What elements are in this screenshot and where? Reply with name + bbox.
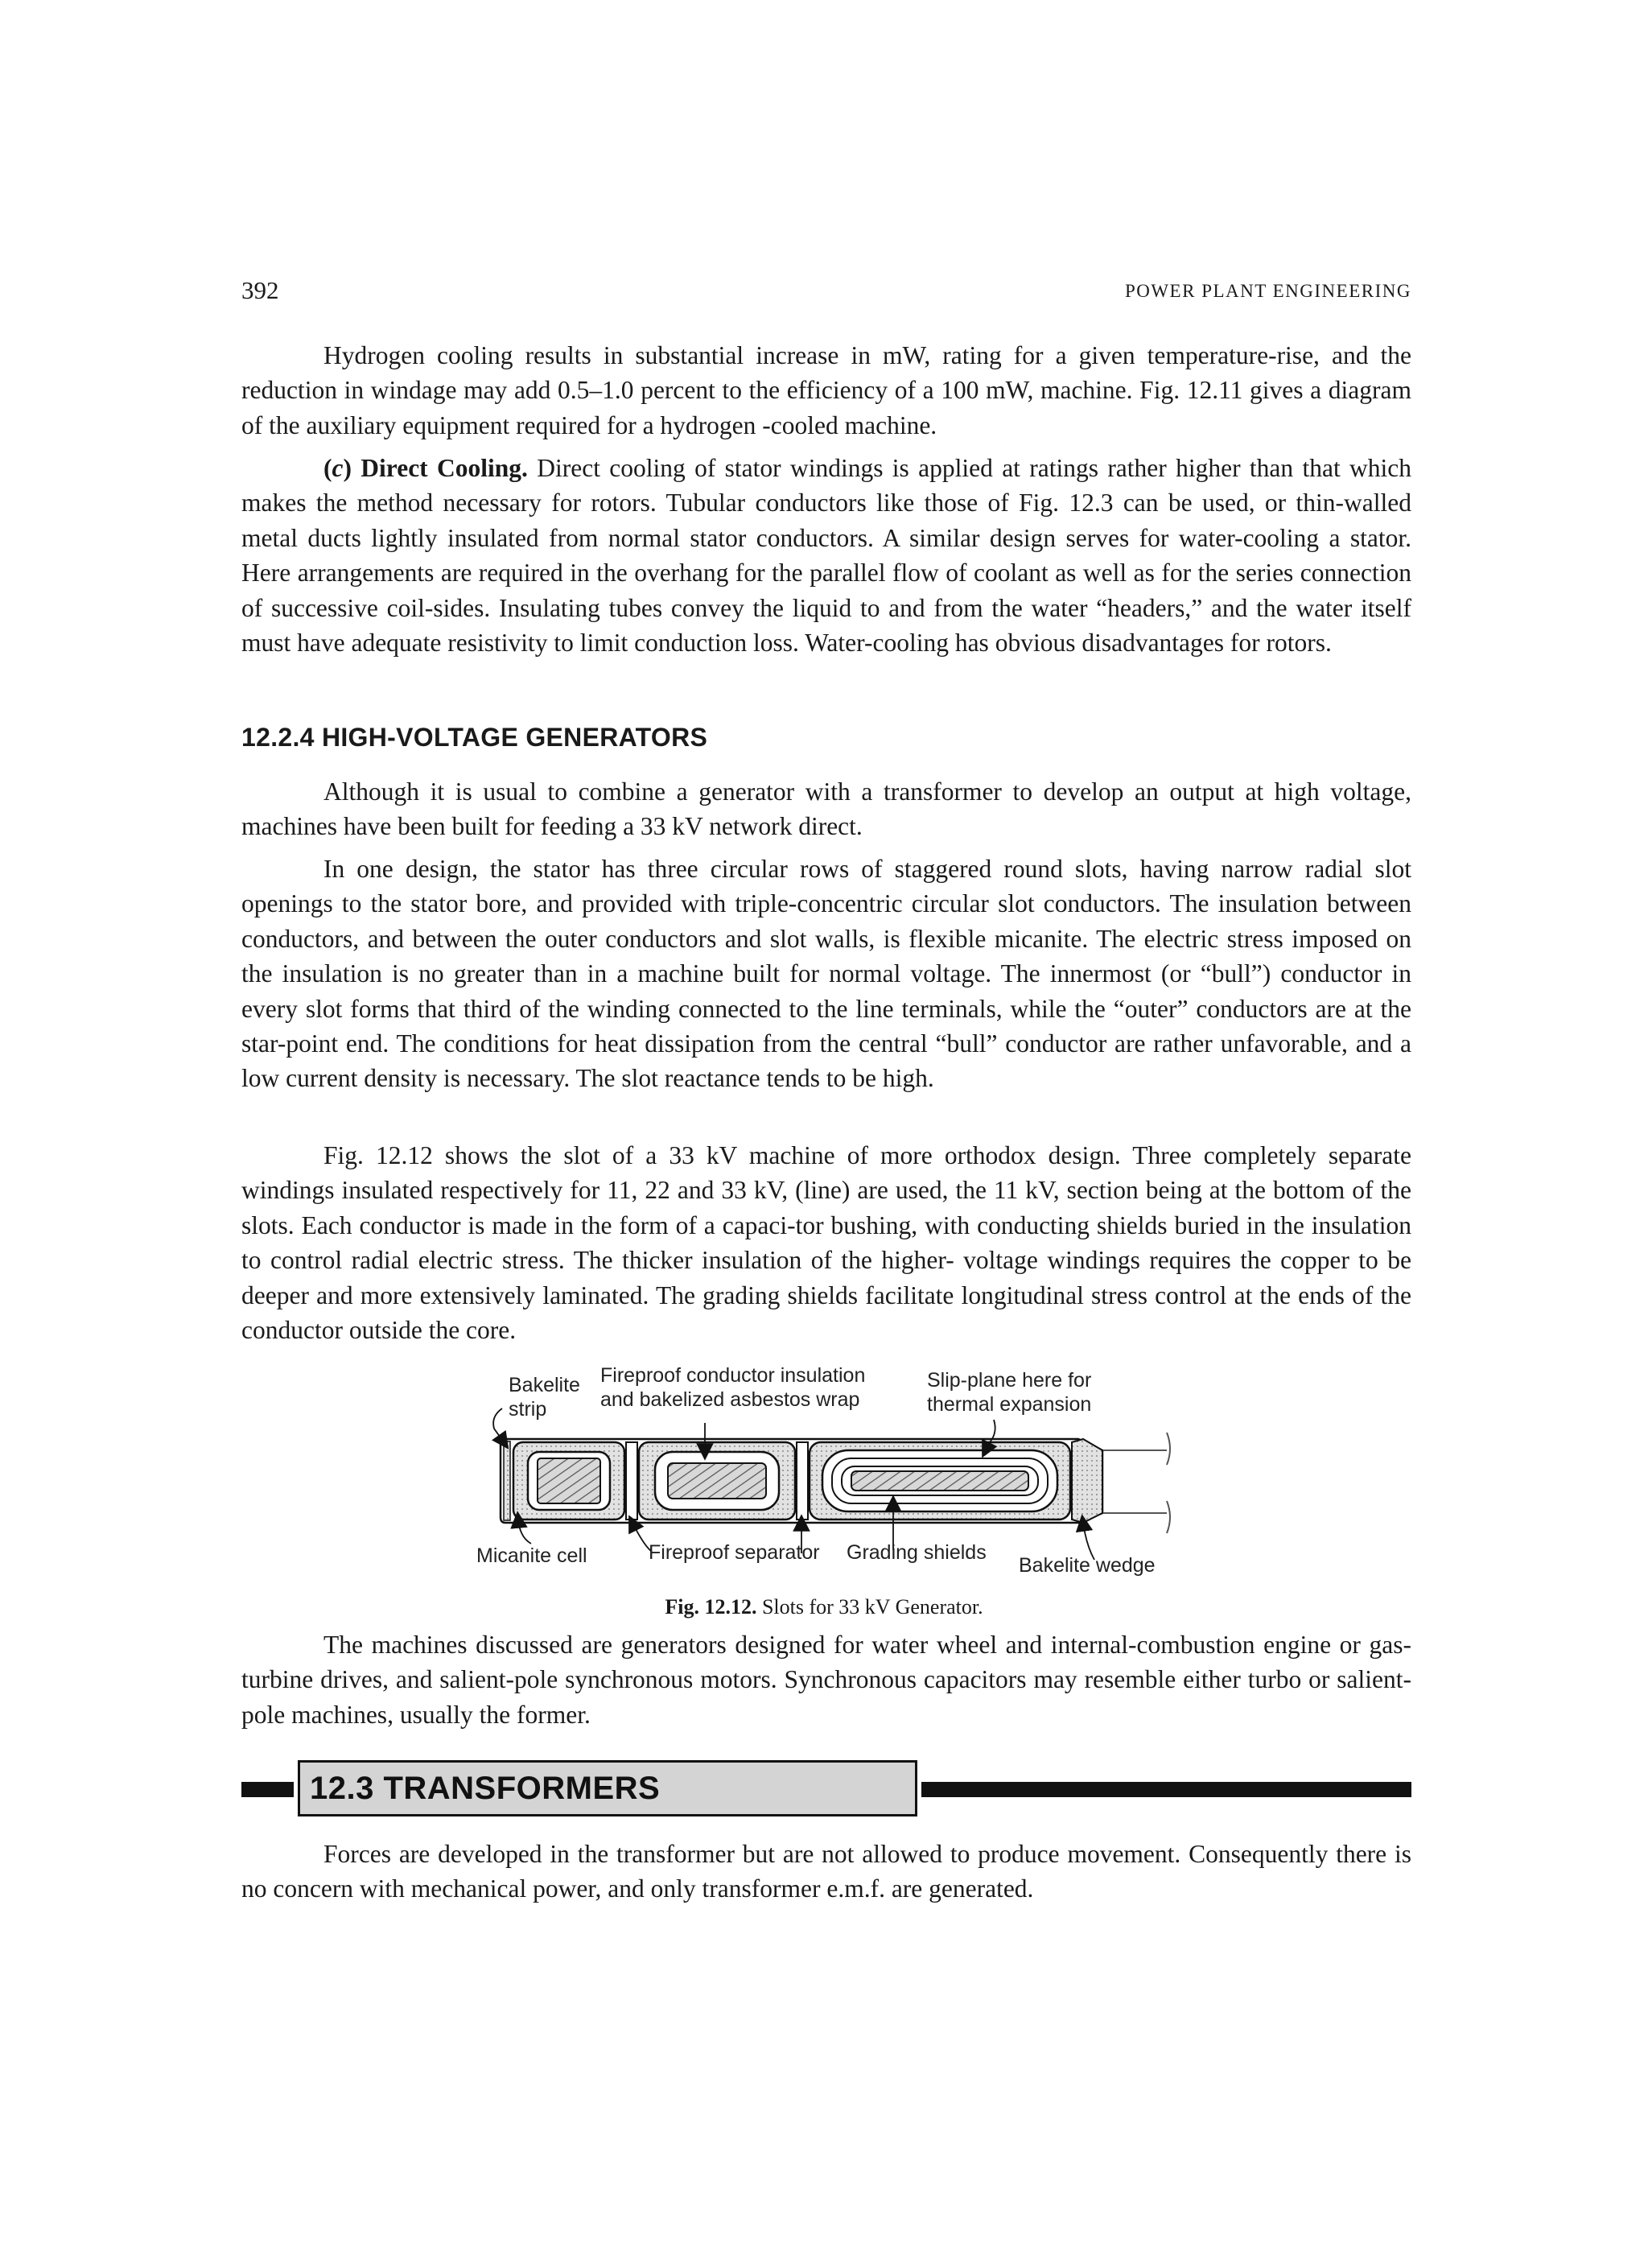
label-grading-shields: Grading shields [847,1541,987,1564]
section-banner-box [298,1760,917,1816]
paragraph-fig-12-12-description: Fig. 12.12 shows the slot of a 33 kV machine of more orthodox design. Three completely separate windings insulated respectively for 11, 22 and 33 kV, (line) are used, the 11 kV, section being at the bottom of the slots. Each conductor is made in the form of a capaci-tor bushing, with conducting shields buried in the insulation to control radial electric stress. The thicker insulation of the higher- voltage windings requires the copper to be deeper and more extensively laminated. The grading shields facilitate longitudinal stress control at the ends of the conductor outside the core. [241,1141,1411,1345]
label-slip-plane-line1: Slip-plane here for [927,1369,1092,1392]
label-bakelite-wedge: Bakelite wedge [1019,1554,1156,1577]
label-micanite-cell: Micanite cell [476,1544,587,1567]
paragraph-transformer-forces: Forces are developed in the transformer but are not allowed to produce movement. Consequently there is no concern with mechanical power, and only transformer e.m.f. are generated. [241,1840,1411,1903]
separator-2 [797,1442,808,1520]
paragraph-hydrogen-cooling: Hydrogen cooling results in substantial increase in mW, rating for a given temperature-rise, and the reduction in windage may add 0.5–1.0 percent to the efficiency of a 100 mW, machine. Fig. 12.11 gives a diagram of the auxiliary equipment required for a hydrogen -cooled machine. [241,341,1411,439]
section-heading-transformers: 12.3 TRANSFORMERS [310,1771,661,1806]
section-heading-high-voltage-generators: 12.2.4 HIGH-VOLTAGE GENERATORS [241,723,708,752]
bakelite-strip-shape [504,1441,510,1520]
break-line-top [1167,1433,1170,1465]
leader-bakelite-strip [493,1408,504,1442]
label-fireproof-separator: Fireproof separator [649,1541,820,1564]
paragraph-machines-discussed: The machines discussed are generators designed for water wheel and internal-combustion engine or gas-turbine drives, and salient-pole synchronous motors. Synchronous capacitors may resemble either turbo or salient-pole machines, usually the former. [241,1631,1411,1729]
figure-caption [0,1595,1648,1619]
page-header [241,276,1411,308]
running-head: POWER PLANT ENGINEERING [1124,281,1411,301]
section-banner-transformers [241,1760,1411,1820]
paragraph-triple-concentric-design: In one design, the stator has three circular rows of staggered round slots, having narrow radial slot openings to the stator bore, and provided with triple-concentric circular slot conductors. The insulation between conductors, and between the outer conductors and slot walls, is flexible micanite. The electric stress imposed on the insulation is no greater than in a machine built for normal voltage. The innermost (or “bull”) conductor in every slot forms that third of the winding connected to the line terminals, while the “outer” conductors are at the star-point end. The conditions for heat dissipation from the central “bull” conductor are rather unfavorable, and a low current density is necessary. The slot reactance tends to be high. [241,855,1411,1093]
separator-1 [626,1442,637,1520]
direct-cooling-text: Direct cooling of stator windings is applied at ratings rather higher than that which makes the method necessary for rotors. Tubular conductors like those of Fig. 12.3 can be used, or thin-walled metal ducts lightly insulated from normal stator conductors. A similar design serves for water-cooling a stator. Here arrangements are required in the overhang for the parallel flow of coolant as well as for the series connection of successive coil-sides. Insulating tubes convey the liquid to and from the water “headers,” and the water itself must have adequate resistivity to limit conduction loss. Water-cooling has obvious disadvantages for rotors. [241,454,1412,658]
paragraph-33kv-network: Although it is usual to combine a generator with a transformer to develop an output at high voltage, machines have been built for feeding a 33 kV network direct. [241,777,1411,841]
page-number: 392 [241,276,279,304]
figure-slots-33kv-generator [467,1352,1191,1586]
copper-conductor-3 [851,1471,1028,1491]
bakelite-wedge-shape [1072,1439,1102,1523]
paragraph-direct-cooling [241,451,1411,660]
break-line-bottom [1167,1501,1170,1533]
figure-caption-text: Slots for 33 kV Generator. [756,1595,983,1619]
label-slip-plane-line2: thermal expansion [927,1393,1092,1416]
label-fireproof-insulation-line2: and bakelized asbestos wrap [600,1388,860,1411]
label-fireproof-insulation-line1: Fireproof conductor insulation [600,1364,866,1387]
copper-conductor-1 [538,1458,600,1503]
copper-conductor-2 [668,1463,766,1499]
label-bakelite-strip-line1: Bakelite [509,1374,580,1396]
figure-caption-label: Fig. 12.12. [665,1595,757,1619]
label-bakelite-strip-line2: strip [509,1398,547,1421]
direct-cooling-label: (c) Direct Cooling. [323,454,528,482]
